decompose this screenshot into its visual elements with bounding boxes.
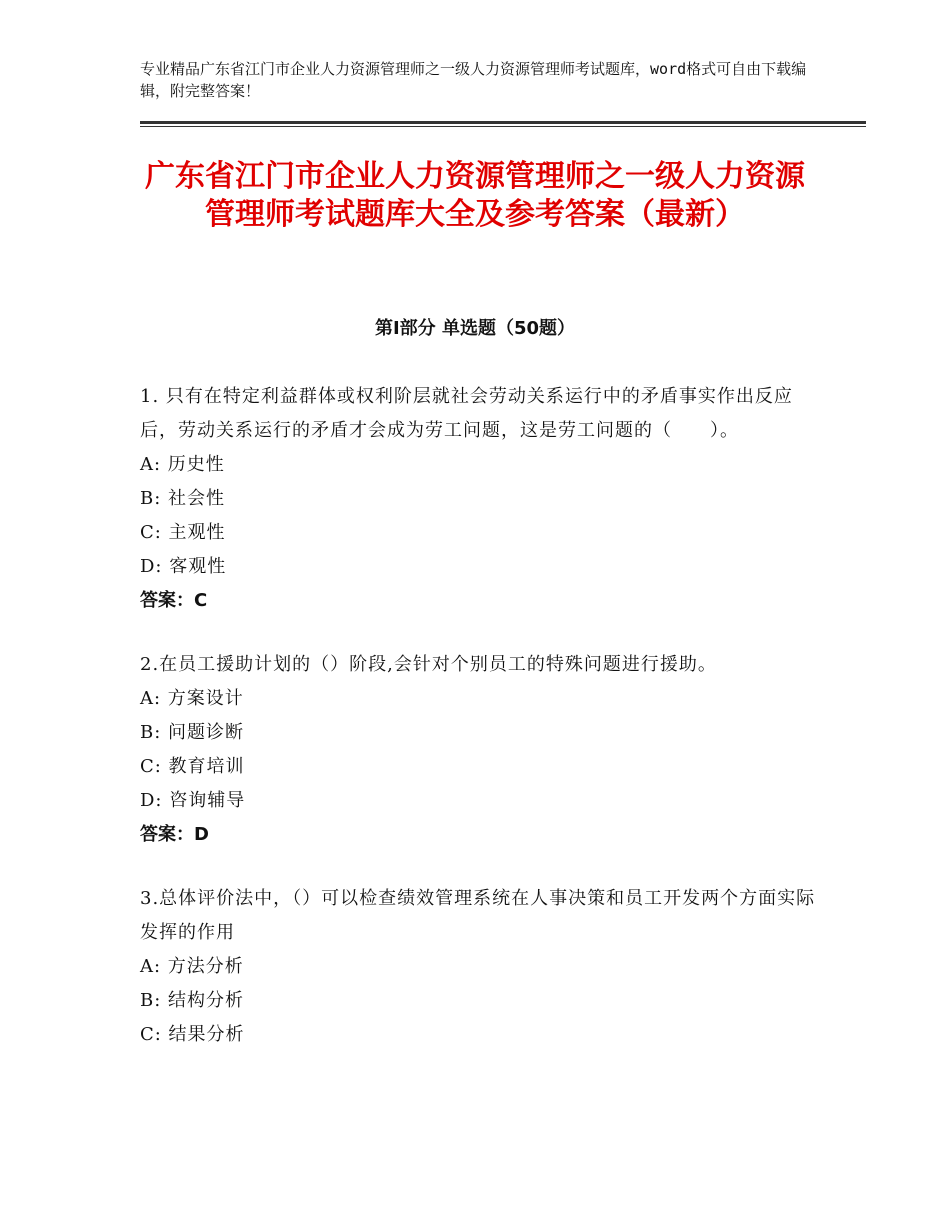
question-stem: 2.在员工援助计划的（）阶段,会针对个别员工的特殊问题进行援助。 [140, 654, 717, 675]
question-2 [140, 648, 820, 852]
question-stem: 3.总体评价法中，（）可以检查绩效管理系统在人事决策和员工开发两个方面实际发挥的作用 [140, 888, 816, 943]
header-note: 专业精品广东省江门市企业人力资源管理师之一级人力资源管理师考试题库，word格式可自由下载编辑，附完整答案！ [140, 60, 807, 100]
header-divider-thick [140, 121, 866, 124]
answer: 答案：C [140, 590, 208, 611]
option-a: A: 历史性 [140, 454, 225, 475]
question-1 [140, 380, 820, 618]
option-c: C: 教育培训 [140, 756, 245, 777]
answer: 答案：D [140, 824, 209, 845]
option-b: B: 结构分析 [140, 990, 245, 1011]
option-b: B: 社会性 [140, 488, 226, 509]
option-a: A: 方案设计 [140, 688, 244, 709]
option-d: D: 客观性 [140, 556, 227, 577]
document-title: 广东省江门市企业人力资源管理师之一级人力资源管理师考试题库大全及参考答案（最新） [145, 159, 805, 232]
option-b: B: 问题诊断 [140, 722, 245, 743]
question-3 [140, 882, 820, 1052]
option-a: A: 方法分析 [140, 956, 244, 977]
question-stem: 1. 只有在特定利益群体或权利阶层就社会劳动关系运行中的矛盾事实作出反应后，劳动关系运行的矛盾才会成为劳工问题，这是劳工问题的（ ）。 [140, 386, 793, 441]
section-title: 第Ⅰ部分 单选题（50题） [374, 318, 575, 339]
question-list [140, 380, 820, 1082]
option-d: D: 咨询辅导 [140, 790, 246, 811]
header-divider-thin [140, 126, 866, 127]
option-c: C: 主观性 [140, 522, 226, 543]
option-c: C: 结果分析 [140, 1024, 245, 1045]
